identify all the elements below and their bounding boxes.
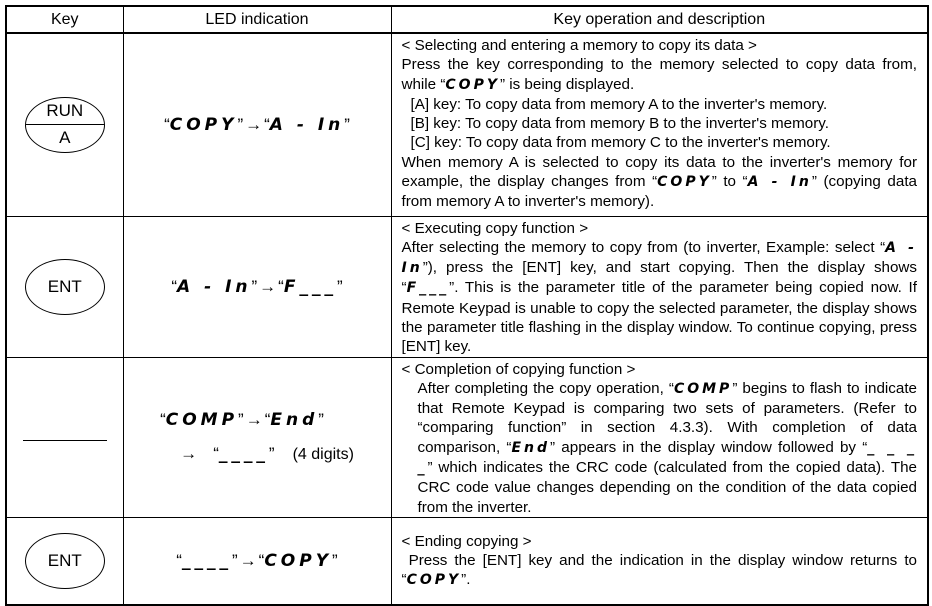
led-from: ____ — [181, 551, 232, 572]
desc-item: [C] key: To copy data from memory C to the inverter's memory. — [410, 134, 831, 152]
led-to: End — [270, 409, 319, 430]
desc-cell — [391, 517, 928, 605]
desc-title: < Ending copying > — [401, 532, 532, 550]
table-row — [6, 216, 928, 357]
led-to: F___ — [283, 276, 337, 297]
ent-key-icon: ENT — [25, 259, 105, 315]
key-label-run: RUN — [26, 98, 104, 126]
desc-title: < Selecting and entering a memory to copy its data > — [401, 37, 757, 54]
desc-paragraph: Press the key corresponding to the memory selected to copy data from, while “COPY” is being displayed. — [401, 56, 917, 93]
table-row — [6, 517, 928, 605]
key-cell — [6, 33, 123, 216]
key-label-a: A — [59, 128, 71, 148]
run-a-key-icon — [25, 97, 105, 153]
led-inline: COPY — [657, 174, 712, 191]
desc-cell — [391, 216, 928, 357]
key-cell — [6, 517, 123, 605]
desc-cell — [391, 357, 928, 517]
desc-cell — [391, 33, 928, 216]
led-inline: COPY — [406, 572, 462, 589]
key-operation-table — [5, 5, 929, 606]
led-cell — [123, 357, 391, 517]
led-cell: “COPY” → “A - In” — [123, 33, 391, 216]
arrow-icon: → — [259, 276, 277, 296]
led-cell: “A - In” → “F___” — [123, 216, 391, 357]
table-row — [6, 357, 928, 517]
desc-paragraph: After completing the copy operation, “COMP” begins to flash to indicate that Remote Keypad is comparing two sets of parameters. (Refer to “comparing function” in section 4.3.3). With completion of data comparison, “End” appears in the display window followed by “_ _ _ _” which indicates the CRC code (calculated from the copied data). The CRC code value changes depending on the condition of the data copied from the inverter. — [417, 379, 917, 516]
led-sequence: “COMP” → “End” → “____” (4 digits) — [160, 403, 354, 472]
header-led: LED indication — [123, 6, 391, 33]
ent-key-icon: ENT — [25, 533, 105, 589]
led-inline: A - In — [401, 239, 917, 277]
led-inline: End — [511, 439, 551, 456]
table-row — [6, 33, 928, 216]
led-inline: F___ — [406, 280, 450, 297]
led-from: COMP — [165, 409, 239, 430]
led-to: A - In — [269, 114, 345, 135]
arrow-icon: → — [245, 114, 263, 134]
arrow-icon: → — [245, 409, 263, 429]
desc-paragraph: Press the [ENT] key and the indication in the display window returns to “COPY”. — [401, 552, 917, 589]
led-cell: “____” → “COPY” — [123, 517, 391, 605]
no-key-line — [23, 440, 107, 441]
led-inline: COMP — [673, 380, 733, 397]
desc-item: [B] key: To copy data from memory B to the inverter's memory. — [410, 115, 829, 133]
desc-paragraph: When memory A is selected to copy its data to the inverter's memory for example, the display changes from “COPY” to “A - In” (copying data from memory A to inverter's memory). — [401, 153, 917, 211]
led-inline: _ _ _ _ — [417, 439, 917, 477]
desc-title: < Executing copy function > — [401, 219, 589, 237]
header-key: Key — [6, 6, 123, 33]
led-inline: COPY — [445, 76, 500, 93]
led-crc: ____ — [218, 443, 269, 464]
led-inline: A - In — [747, 174, 812, 191]
header-desc: Key operation and description — [391, 6, 928, 33]
desc-item: [A] key: To copy data from memory A to the inverter's memory. — [410, 95, 828, 113]
digits-note: (4 digits) — [292, 445, 354, 463]
header-row — [6, 6, 928, 33]
led-from: A - In — [177, 276, 252, 297]
arrow-icon: → — [180, 443, 198, 463]
key-cell — [6, 357, 123, 517]
led-from: COPY — [169, 114, 238, 135]
arrow-icon: → — [239, 551, 257, 571]
desc-title: < Completion of copying function > — [401, 360, 636, 378]
desc-paragraph: After selecting the memory to copy from (to inverter, Example: select “A - In”), press the [ENT] key, and start copying. Then the display shows “F___”. This is the parameter title of the parameter being copied now. If Remote Keypad is unable to copy the selected parameter, the display shows the parameter title flashing in the display window. To continue copying, press [ENT] key. — [401, 238, 917, 356]
led-to: COPY — [264, 551, 333, 572]
key-cell — [6, 216, 123, 357]
